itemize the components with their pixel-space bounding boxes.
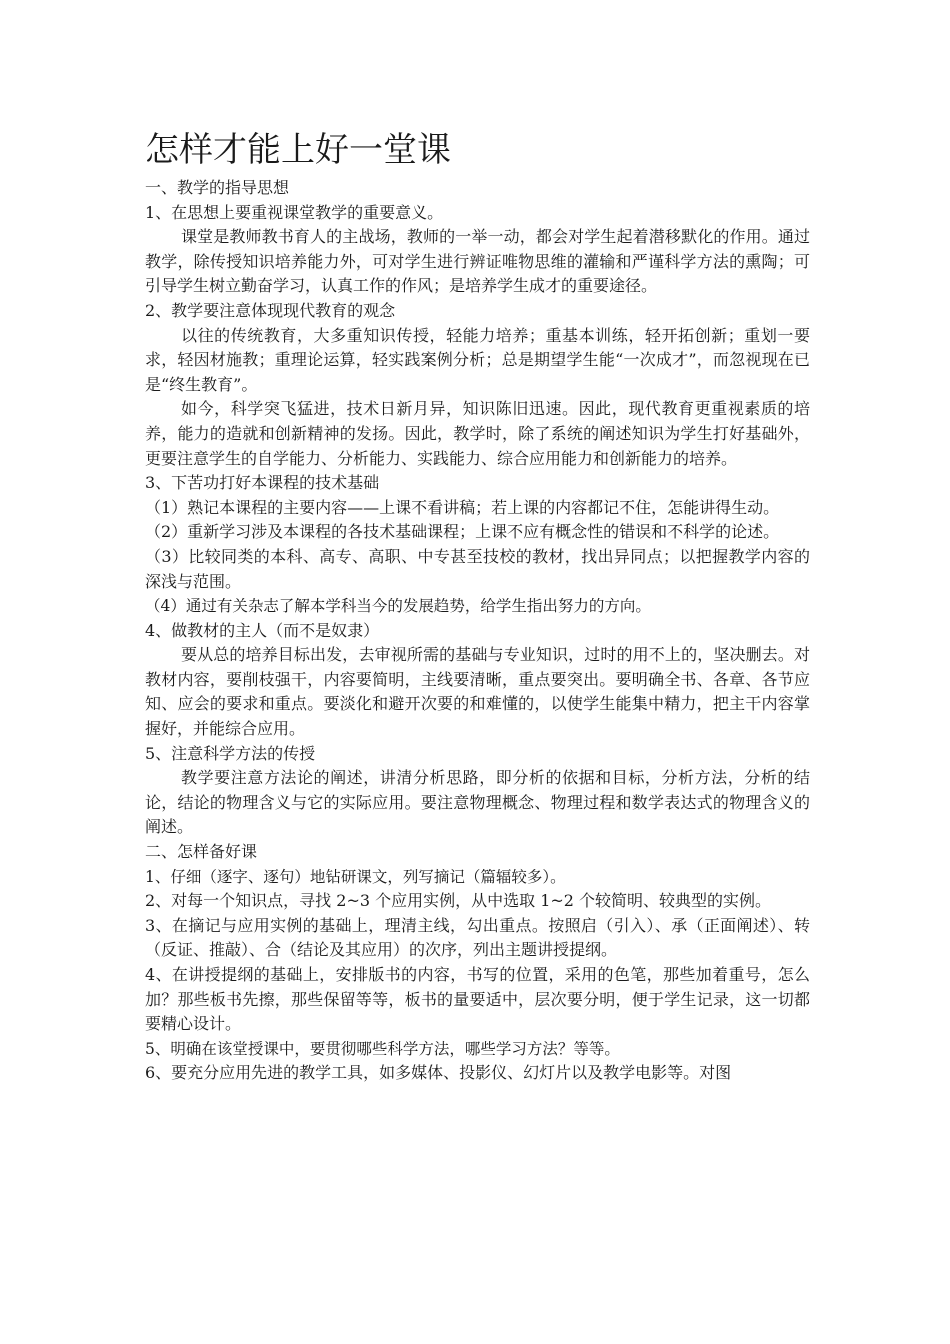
subheading-1-3: 3、下苦功打好本课程的技术基础 [145, 473, 380, 493]
list-item-1-3-2: （2）重新学习涉及本课程的各技术基础课程；上课不应有概念性的错误和不科学的论述。 [145, 522, 780, 542]
list-item-2-1: 1、仔细（逐字、逐句）地钻研课文，列写摘记（篇辐较多）。 [145, 867, 566, 886]
paragraph-1-5: 教学要注意方法论的阐述，讲清分析思路，即分析的依据和目标，分析方法，分析的结论，结论的物理含义与它的实际应用。要注意物理概念、物理过程和数学表达式的物理含义的阐述。 [145, 768, 810, 837]
document-page [145, 124, 810, 1086]
list-item-2-3: 3、在摘记与应用实例的基础上，理清主线，勾出重点。按照启（引入）、承（正面阐述）、转（反证、推敲）、合（结论及其应用）的次序，列出主题讲授提纲。 [145, 915, 810, 960]
paragraph-1-1: 课堂是教师教书育人的主战场，教师的一举一动，都会对学生起着潜移默化的作用。通过教学，除传授知识培养能力外，可对学生进行辨证唯物思维的灌输和严谨科学方法的熏陶；可引导学生树立勤奋学习，认真工作的作风；是培养学生成才的重要途径。 [145, 227, 810, 296]
list-item-1-3-1: （1）熟记本课程的主要内容——上课不看讲稿；若上课的内容都记不住，怎能讲得生动。 [145, 497, 780, 517]
subheading-1-2: 2、教学要注意体现现代教育的观念 [145, 300, 396, 320]
list-item-2-6: 6、要充分应用先进的教学工具，如多媒体、投影仪、幻灯片以及教学电影等。对图 [145, 1063, 732, 1083]
list-item-2-2: 2、对每一个知识点，寻找 2~3 个应用实例，从中选取 1~2 个较简明、较典型的实例。 [145, 891, 772, 911]
section-heading-1: 一、教学的指导思想 [145, 178, 290, 197]
list-item-2-4: 4、在讲授提纲的基础上，安排版书的内容，书写的位置，采用的色笔，那些加着重号，怎么加？那些板书先擦，那些保留等等，板书的量要适中，层次要分明，便于学生记录，这一切都要精心设计。 [145, 965, 810, 1034]
paragraph-1-2a: 以往的传统教育，大多重知识传授，轻能力培养；重基本训练，轻开拓创新；重划一要求，轻因材施教；重理论运算，轻实践案例分析；总是期望学生能“一次成才”，而忽视现在已是“终生教育”。 [145, 325, 810, 394]
subheading-1-4: 4、做教材的主人（而不是奴隶） [145, 620, 380, 640]
list-item-2-5: 5、明确在该堂授课中，要贯彻哪些科学方法，哪些学习方法？等等。 [145, 1039, 620, 1058]
document-title: 怎样才能上好一堂课 [145, 130, 451, 170]
paragraph-1-2b: 如今，科学突飞猛进，技术日新月异，知识陈旧迅速。因此，现代教育更重视素质的培养，能力的造就和创新精神的发扬。因此，教学时，除了系统的阐述知识为学生打好基础外，更要注意学生的自学能力、分析能力、实践能力、综合应用能力和创新能力的培养。 [145, 399, 810, 468]
subheading-1-1: 1、在思想上要重视课堂教学的重要意义。 [145, 202, 444, 222]
paragraph-1-4: 要从总的培养目标出发，去审视所需的基础与专业知识，过时的用不上的，坚决删去。对教材内容，要削枝强干，内容要简明，主线要清晰，重点要突出。要明确全书、各章、各节应知、应会的要求和重点。要淡化和避开次要的和难懂的，以使学生能集中精力，把主干内容掌握好，并能综合应用。 [145, 645, 810, 739]
subheading-1-5: 5、注意科学方法的传授 [145, 743, 316, 763]
list-item-1-3-3: （3）比较同类的本科、高专、高职、中专甚至技校的教材，找出异同点；以把握教学内容的深浅与范围。 [145, 546, 810, 591]
list-item-1-3-4: （4）通过有关杂志了解本学科当今的发展趋势，给学生指出努力的方向。 [145, 597, 651, 616]
section-heading-2: 二、怎样备好课 [145, 842, 258, 862]
